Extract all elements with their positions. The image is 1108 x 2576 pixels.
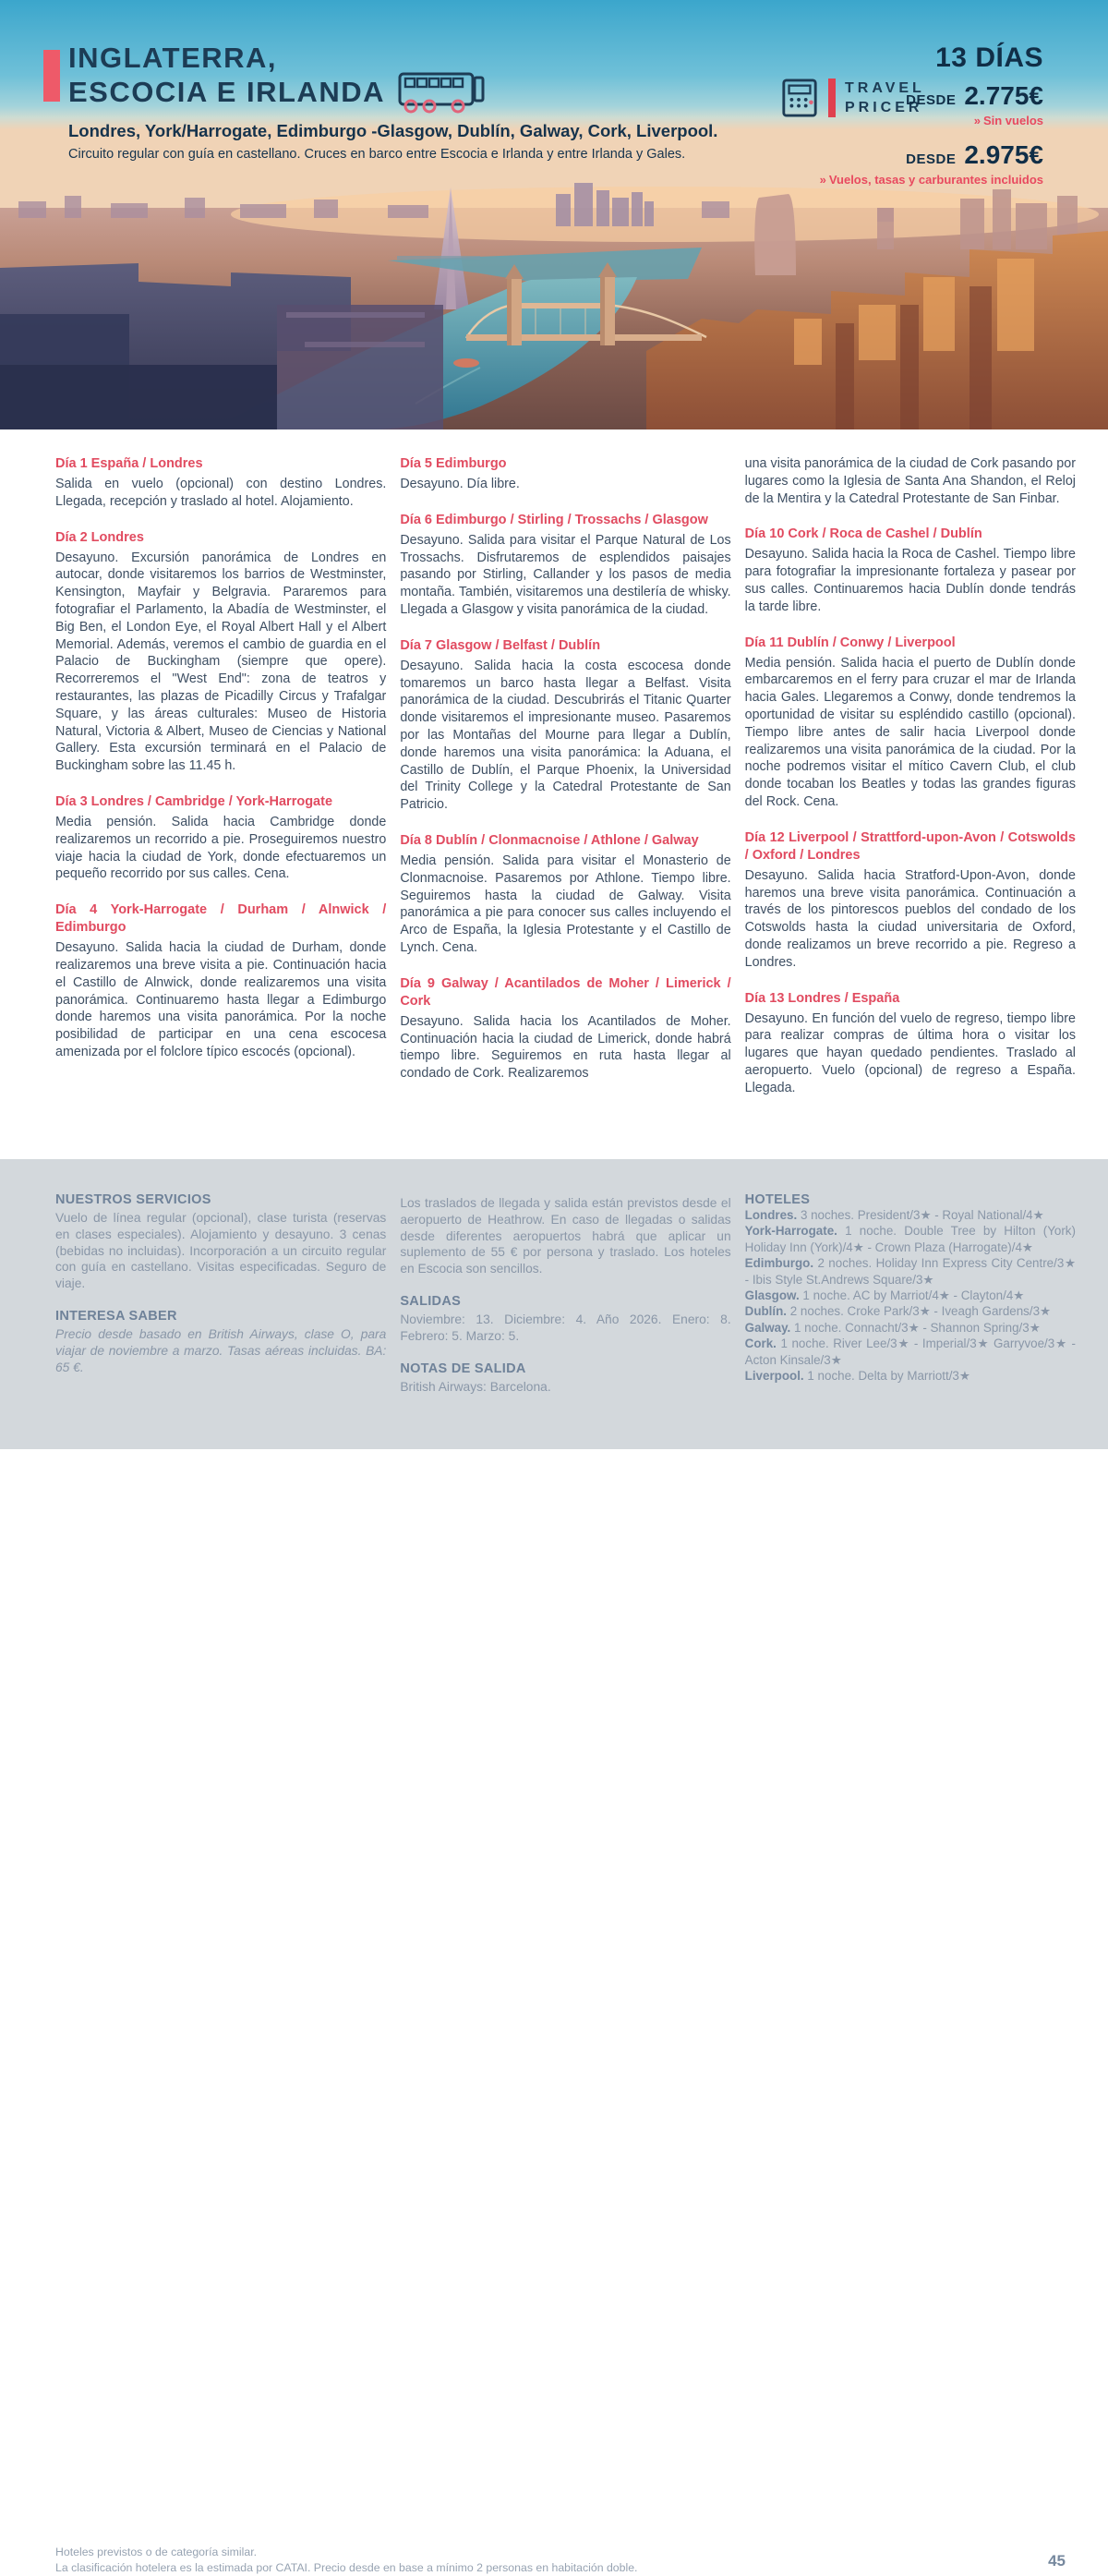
day-body: Media pensión. Salida hacia el puerto de Dublín donde embarcaremos en el ferry para cruzar el mar de Irlanda hacia Gales. Llegaremos a Conwy, donde tendremos la oportunidad de visitar su espléndido castillo (opcional). Tiempo libre antes de salir hacia Liverpool donde realizaremos una visita panorámica de la ciudad. Por la noche podremos visitar el mítico Cavern Club, el club donde tocaban los Beatles y todas las grandes figuras del Rock. Cena. [744, 655, 1076, 809]
hotel-detail: 1 noche. River Lee/3★ - Imperial/3★ Garryvoe/3★ - Acton Kinsale/3★ [744, 1336, 1076, 1367]
hotel-city: Glasgow. [744, 1288, 800, 1303]
price-without-flights: DESDE 2.775€ [906, 81, 1043, 110]
day-heading: Día 11 Dublín / Conwy / Liverpool [744, 635, 956, 650]
day-body: Desayuno. Excursión panorámica de Londres en autocar, donde visitaremos los barrios de Westminster, Kensington, Mayfair y Belgravia. Pararemos para fotografiar el Parlamento, la Abadía de Westminster, el Big Ben, el London Eye, el Royal Albert Hall y el Albert Memorial. Además, veremos el cambio de guardia en el Palacio de Buckingham (siempre que opere). Recorreremos el "West End": zona de teatros y restaurantes, las plazas de Picadilly Circus y Trafalgar Square, y las áreas culturales: Museo de Historia Natural, Victoria & Albert, Museo de Ciencias y National Gallery. Esta excursión terminará en el Palacio de Buckingham sobre las 11.45 h. [55, 550, 387, 774]
day-heading: Día 5 Edimburgo [400, 456, 507, 471]
page-title-line1: INGLATERRA, [68, 42, 278, 74]
title-accent-bar [43, 50, 60, 102]
hotel-detail: 2 noches. Croke Park/3★ - Iveagh Gardens/3★ [789, 1304, 1052, 1319]
hotel-city: Cork. [744, 1336, 777, 1351]
price-block [820, 42, 1043, 187]
tour-description: Circuito regular con guía en castellano. Cruces en barco entre Escocia e Irlanda y entre Irlanda y Gales. [68, 147, 686, 162]
salidas-heading: SALIDAS [400, 1293, 462, 1309]
hotel-line [745, 1368, 1076, 1384]
info-band [0, 1159, 1108, 2574]
day-body: Desayuno. Salida hacia la Roca de Cashel. Tiempo libre para fotografiar la impresionante fortaleza y pasear por sus calles. Continuaremos hacia Dublín donde tendrás la tarde libre. [744, 547, 1076, 614]
hotel-line [745, 1336, 1076, 1368]
departures-column [400, 1192, 730, 1395]
hotel-line [745, 1255, 1076, 1288]
hotel-city: York-Harrogate. [744, 1224, 837, 1239]
day-heading: Día 4 York-Harrogate / Durham / Alnwick / Edimburgo [55, 902, 387, 936]
hotel-detail: 1 noche. AC by Marriot/4★ - Clayton/4★ [802, 1288, 1025, 1303]
calculator-icon [780, 78, 819, 118]
hotels-column [745, 1192, 1076, 1395]
page-number: 45 [1048, 2552, 1066, 2570]
notas-body: British Airways: Barcelona. [400, 1379, 551, 1394]
itinerary-column-3 [745, 455, 1076, 1097]
day-heading: Día 7 Glasgow / Belfast / Dublín [400, 637, 601, 653]
price-note-sin-vuelos: » Sin vuelos [973, 114, 1043, 127]
hotel-detail: 2 noches. Holiday Inn Express City Centre/3★ - Ibis Style St.Andrews Square/3★ [744, 1256, 1076, 1287]
day-heading: Día 13 Londres / España [744, 990, 900, 1006]
trip-duration: 13 DÍAS [935, 42, 1043, 73]
page-title-line2: ESCOCIA E IRLANDA [68, 76, 385, 108]
route-subtitle: Londres, York/Harrogate, Edimburgo -Glasgow, Dublín, Galway, Cork, Liverpool. [68, 121, 718, 140]
itinerary-column-2 [400, 455, 730, 1097]
hotel-line [745, 1207, 1076, 1223]
hotel-detail: 1 noche. Double Tree by Hilton (York) Holiday Inn (York)/4★ - Crown Plaza (Harrogate)/4★ [744, 1224, 1076, 1254]
hotel-line [745, 1303, 1076, 1319]
day-body: Media pensión. Salida para visitar el Monasterio de Clonmacnoise. Pasaremos por Athlone. Tiempo libre. Seguiremos hasta la ciudad de Galway. Visita panorámica a pie para conocer sus calles incluyendo el Arco de España, la Iglesia Protestante y el Castillo de Lynch. Cena. [400, 853, 731, 955]
services-column [55, 1192, 386, 1395]
hotel-line [745, 1320, 1076, 1336]
footer-note-2: La clasificación hotelera es la estimada por CATAI. Precio desde en base a mínimo 2 personas en habitación doble. [55, 2561, 638, 2574]
day-heading: Día 6 Edimburgo / Stirling / Trossachs / Glasgow [400, 512, 708, 527]
price-with-flights: DESDE 2.975€ [906, 140, 1043, 169]
salidas-body: Noviembre: 13. Diciembre: 4. Año 2026. Enero: 8. Febrero: 5. Marzo: 5. [400, 1312, 731, 1343]
day-body: una visita panorámica de la ciudad de Cork pasando por lugares como la Iglesia de Santa Ana Shandon, el Reloj de la Mentira y la Catedral Protestante de San Finbar. [744, 456, 1076, 506]
footer-note-1: Hoteles previstos o de categoría similar. [55, 2546, 258, 2558]
hotel-city: Galway. [744, 1320, 791, 1335]
day-body: Desayuno. Salida para visitar el Parque Natural de Los Trossachs. Disfrutaremos de esplendidos paisajes pasando por Stirling, Callander y los pasos de media montaña. También, visitaremos una destilería de whisky. Llegada a Glasgow y visita panorámica de la ciudad. [400, 532, 731, 617]
services-heading: NUESTROS SERVICIOS [55, 1192, 211, 1207]
hotel-city: Liverpool. [744, 1369, 804, 1384]
chevron-right-icon: » [819, 173, 826, 187]
day-heading: Día 2 Londres [55, 529, 144, 545]
hotel-detail: 3 noches. President/3★ - Royal National/4★ [800, 1208, 1044, 1222]
interesa-heading: INTERESA SABER [55, 1308, 177, 1324]
day-body: Desayuno. Salida hacia la costa escocesa donde tomaremos un barco hasta llegar a Belfast. Visita panorámica de la ciudad. Descubrirás el Titanic Quarter donde visitaremos el impresionante museo. Pasaremos por las Montañas del Mourne para llegar a Dublín, donde haremos una visita panorámica: la Aduana, el Castillo de Dublín, el Parque Phoenix, la Universidad del Trinity College y la Catedral Protestante de San Patricio. [400, 658, 731, 813]
day-body: Desayuno. Salida hacia la ciudad de Durham, donde realizaremos una breve visita a pie. Continuación hacia el Castillo de Alnwick, donde realizaremos una visita panorámica. Continuaremo hasta llegar a Edimburgo donde haremos una visita panorámica. Por la noche posibilidad de participar en una cena escocesa amenizada por el folclore típico escocés (opcional). [55, 940, 387, 1059]
itinerary-columns [0, 429, 1108, 1097]
day-body: Salida en vuelo (opcional) con destino Londres. Llegada, recepción y traslado al hotel. Alojamiento. [55, 477, 387, 509]
bus-icon [397, 68, 486, 115]
day-body: Desayuno. Día libre. [400, 477, 520, 491]
day-body: Desayuno. Salida hacia los Acantilados de Moher. Continuación hacia la ciudad de Limerick, donde habrá tiempo libre. Seguiremos en ruta hasta llegar al condado de Cork. Realizaremos [400, 1013, 731, 1082]
hotel-line [745, 1223, 1076, 1255]
hotel-detail: 1 noche. Delta by Marriott/3★ [807, 1369, 970, 1384]
price-note-vuelos-incluidos: » Vuelos, tasas y carburantes incluidos [819, 173, 1043, 187]
day-body: Desayuno. Salida hacia Stratford-Upon-Avon, donde haremos una breve visita panorámica. Continuación a través de los pintorescos pueblos del condado de los Cotswolds hasta la ciudad universitaria de Oxford, donde realizamos un breve recorrido a pie. Regreso a Londres. [744, 867, 1076, 970]
day-heading: Día 3 Londres / Cambridge / York-Harrogate [55, 793, 333, 809]
hotels-heading: HOTELES [744, 1192, 811, 1207]
hotel-city: Londres. [744, 1208, 798, 1222]
day-body: Desayuno. En función del vuelo de regreso, tiempo libre para realizar compras de última hora o visitar los lugares que hayan quedado pendientes. Traslado al aeropuerto. Vuelo (opcional) de regreso a España. Llegada. [744, 1010, 1076, 1095]
transfers-body: Los traslados de llegada y salida están previstos desde el aeropuerto de Heathrow. En caso de llegadas o salidas desde diferentes aeropuertos habrá que aplicar un suplemento de 55 € por persona y traslado. Los hoteles en Escocia son sencillos. [400, 1196, 731, 1276]
travel-pricer-label: TRAVEL PRICER [845, 80, 925, 115]
day-body: Media pensión. Salida hacia Cambridge donde realizaremos un recorrido a pie. Proseguiremos nuestro viaje hacia la ciudad de York, donde efectuaremos un pequeño recorrido por sus calles. Cena. [55, 814, 387, 882]
hotel-line [745, 1288, 1076, 1303]
hotels-lines [745, 1207, 1076, 1384]
day-heading: Día 12 Liverpool / Strattford-upon-Avon / Cotswolds / Oxford / Londres [744, 829, 1076, 863]
services-body: Vuelo de línea regular (opcional), clase turista (reservas en clases especiales). Alojamiento y desayuno. 3 cenas (bebidas no incluidas). Incorporación a un circuito regular con guía en castellano. Visitas especificadas. Seguro de viaje. [55, 1211, 387, 1291]
hero-section [0, 0, 1108, 429]
day-heading: Día 9 Galway / Acantilados de Moher / Limerick / Cork [400, 975, 731, 1009]
day-heading: Día 1 España / Londres [55, 456, 203, 471]
day-heading: Día 10 Cork / Roca de Cashel / Dublín [744, 526, 982, 542]
hotel-city: Edimburgo. [744, 1256, 814, 1271]
hotel-city: Dublín. [744, 1304, 788, 1319]
interesa-body: Precio desde basado en British Airways, clase O, para viajar de noviembre a marzo. Tasas aéreas incluidas. BA: 65 €. [55, 1326, 387, 1374]
chevron-right-icon: » [973, 114, 981, 127]
page-title [68, 41, 385, 109]
hotel-detail: 1 noche. Connacht/3★ - Shannon Spring/3★ [794, 1320, 1041, 1335]
footer-notes [55, 2545, 637, 2576]
notas-heading: NOTAS DE SALIDA [400, 1361, 526, 1376]
itinerary-column-1 [55, 455, 386, 1097]
day-heading: Día 8 Dublín / Clonmacnoise / Athlone / Galway [400, 832, 699, 848]
